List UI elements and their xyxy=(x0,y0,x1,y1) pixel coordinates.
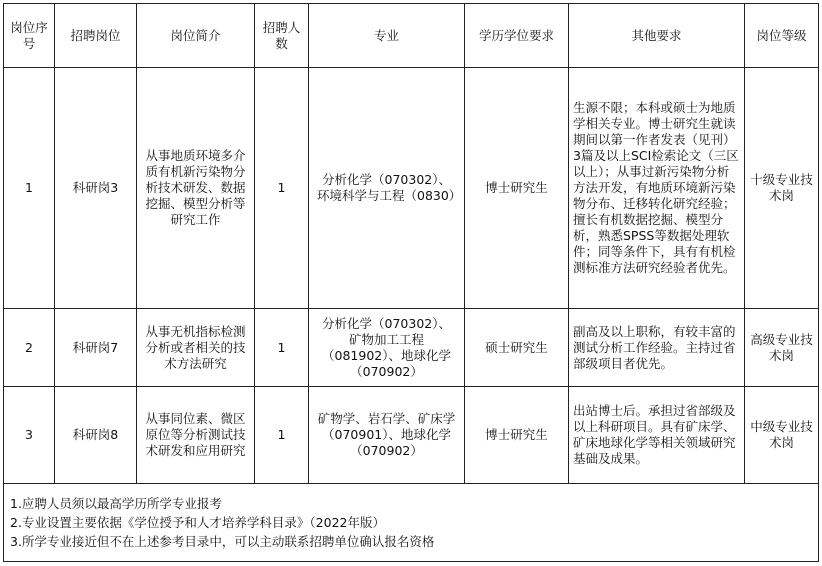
cell-other: 副高及以上职称，有较丰富的测试分析工作经验。主持过省部级项目者优先。 xyxy=(569,309,745,387)
notes-row xyxy=(4,484,819,562)
note-item: 1.应聘人员须以最高学历所学专业报考 xyxy=(10,496,222,511)
header-other: 其他要求 xyxy=(569,4,745,68)
note-item: 2.专业设置主要依据《学位授予和人才培养学科目录》（2022年版） xyxy=(10,515,385,530)
cell-count: 1 xyxy=(255,309,309,387)
cell-degree: 硕士研究生 xyxy=(465,309,569,387)
header-level: 岗位等级 xyxy=(745,4,819,68)
cell-level: 十级专业技术岗 xyxy=(745,68,819,309)
header-intro: 岗位简介 xyxy=(137,4,255,68)
cell-intro: 从事无机指标检测分析或者相关的技术方法研究 xyxy=(137,309,255,387)
table-row xyxy=(4,68,819,309)
cell-intro: 从事地质环境多介质有机新污染物分析技术研发、数据挖掘、模型分析等研究工作 xyxy=(137,68,255,309)
header-row xyxy=(4,4,819,68)
cell-other: 生源不限；本科或硕士为地质学相关专业。博士研究生就读期间以第一作者发表（见刊）3篇及以上SCI检索论文（三区以上）；从事过新污染物分析方法开发，有地质环境新污染物分布、迁移转化研究经验；擅长有机数据挖掘、模型分析，熟悉SPSS等数据处理软件；同等条件下，具有有机检测标准方法研究经验者优先。 xyxy=(569,68,745,309)
recruitment-table xyxy=(3,3,819,562)
cell-major: 矿物学、岩石学、矿床学（070901）、地球化学（070902） xyxy=(309,387,465,484)
cell-position: 科研岗7 xyxy=(55,309,137,387)
header-count: 招聘人数 xyxy=(255,4,309,68)
note-item: 3.所学专业接近但不在上述参考目录中，可以主动联系招聘单位确认报名资格 xyxy=(10,534,435,549)
cell-level: 高级专业技术岗 xyxy=(745,309,819,387)
cell-level: 中级专业技术岗 xyxy=(745,387,819,484)
table-row xyxy=(4,309,819,387)
cell-other: 出站博士后。承担过省部级及以上科研项目。具有矿床学、矿床地球化学等相关领域研究基础及成果。 xyxy=(569,387,745,484)
table-row xyxy=(4,387,819,484)
cell-degree: 博士研究生 xyxy=(465,68,569,309)
cell-seq: 3 xyxy=(4,387,55,484)
cell-position: 科研岗8 xyxy=(55,387,137,484)
cell-seq: 1 xyxy=(4,68,55,309)
notes-cell xyxy=(4,484,819,562)
cell-major: 分析化学（070302）、环境科学与工程（0830） xyxy=(309,68,465,309)
cell-major: 分析化学（070302）、矿物加工工程（081902）、地球化学（070902） xyxy=(309,309,465,387)
cell-degree: 博士研究生 xyxy=(465,387,569,484)
cell-position: 科研岗3 xyxy=(55,68,137,309)
header-position: 招聘岗位 xyxy=(55,4,137,68)
header-seq: 岗位序号 xyxy=(4,4,55,68)
header-degree: 学历学位要求 xyxy=(465,4,569,68)
header-major: 专业 xyxy=(309,4,465,68)
cell-count: 1 xyxy=(255,387,309,484)
cell-intro: 从事同位素、微区原位等分析测试技术研发和应用研究 xyxy=(137,387,255,484)
cell-seq: 2 xyxy=(4,309,55,387)
cell-count: 1 xyxy=(255,68,309,309)
